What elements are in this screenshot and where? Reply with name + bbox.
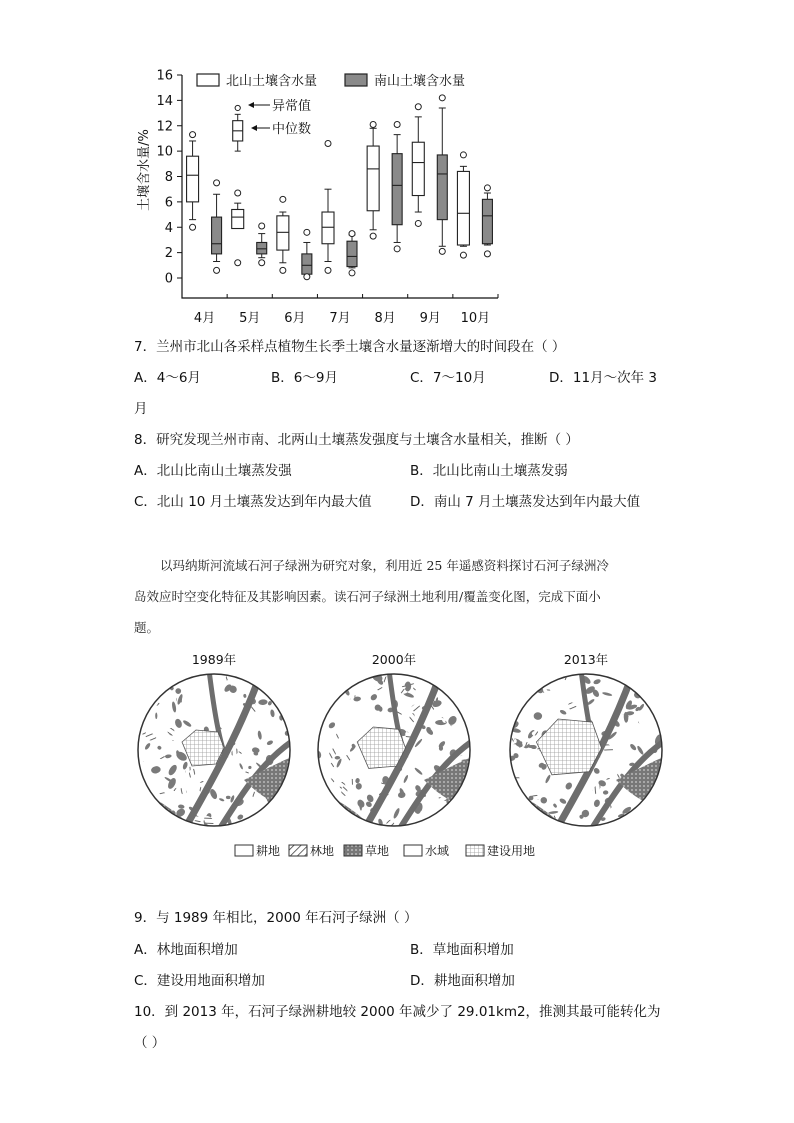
question-7-option-c[interactable]: C．7～10月	[410, 370, 486, 386]
legend-water-swatch	[404, 845, 422, 856]
chart-axes	[177, 75, 498, 298]
outlier-point	[325, 141, 331, 147]
box-south	[212, 217, 222, 254]
axis-lines	[182, 75, 498, 298]
y-axis-label: 土壤含水量/%	[137, 129, 152, 211]
map-legend	[235, 843, 535, 858]
outlier-point	[259, 223, 265, 229]
outlier-point	[370, 121, 376, 127]
outlier-point	[259, 260, 265, 266]
question-7-option-b[interactable]: B．6～9月	[271, 370, 338, 386]
question-8-option-b[interactable]: B．北山比南山土壤蒸发弱	[410, 463, 568, 479]
map-2013	[506, 670, 668, 832]
land-patch	[155, 713, 157, 720]
outlier-point	[304, 274, 310, 280]
passage-line-2: 岛效应时空变化特征及其影响因素。读石河子绿洲土地利用/覆盖变化图，完成下面小	[134, 589, 601, 604]
map-year-1989: 1989年	[191, 652, 237, 667]
legend-cropland-swatch	[235, 845, 253, 856]
y-tick-label: 0	[164, 271, 173, 287]
question-7-option-d[interactable]: D．11月～次年 3	[549, 370, 657, 386]
legend-grassland: 草地	[365, 844, 390, 858]
outlier-point	[214, 267, 220, 273]
legend-water: 水域	[425, 844, 450, 858]
soil-moisture-boxplot	[120, 60, 520, 335]
box-south	[257, 242, 267, 253]
question-9-option-a[interactable]: A．林地面积增加	[134, 942, 238, 958]
outlier-point	[394, 121, 400, 127]
legend-forest: 林地	[310, 844, 335, 858]
box-north	[232, 209, 244, 228]
passage-line-1: 以玛纳斯河流域石河子绿洲为研究对象，利用近 25 年遥感资料探讨石河子绿洲冷	[160, 558, 609, 573]
question-8-option-d[interactable]: D．南山 7 月土壤蒸发达到年内最大值	[410, 494, 641, 510]
legend-label-north: 北山土壤含水量	[226, 74, 318, 89]
question-8-stem: 8．研究发现兰州市南、北两山土壤蒸发强度与土壤含水量相关，推断（ ）	[134, 432, 579, 448]
outlier-point	[214, 180, 220, 186]
x-tick-label: 8月	[374, 311, 396, 326]
outlier-point	[394, 246, 400, 252]
legend-grassland-swatch	[344, 845, 362, 856]
box-north	[412, 142, 424, 195]
example-outlier	[235, 105, 240, 110]
y-tick-label: 8	[164, 170, 173, 185]
box-north	[187, 156, 199, 202]
land-use-maps	[130, 648, 670, 868]
outlier-point	[415, 104, 421, 110]
outlier-point	[439, 95, 445, 101]
y-tick-label: 10	[156, 144, 173, 160]
x-tick-label: 7月	[329, 311, 351, 326]
legend-cropland: 耕地	[256, 844, 281, 858]
y-tick-label: 2	[164, 246, 173, 262]
box-south	[482, 199, 492, 243]
outlier-point	[484, 185, 490, 191]
outlier-point	[190, 224, 196, 230]
outlier-point	[370, 233, 376, 239]
chart-annotations	[248, 98, 311, 137]
question-9-option-d[interactable]: D．耕地面积增加	[410, 973, 515, 989]
map-year-2000: 2000年	[371, 652, 417, 667]
legend-construction: 建设用地	[487, 844, 536, 858]
median-arrowhead	[251, 125, 257, 131]
question-10-stem-cont: （ ）	[134, 1035, 166, 1051]
outlier-point	[190, 132, 196, 138]
chart-boxes	[187, 95, 493, 280]
outlier-point	[460, 252, 466, 258]
box-north	[322, 212, 334, 244]
y-tick-label: 6	[164, 195, 173, 211]
question-9-option-c[interactable]: C．建设用地面积增加	[134, 973, 265, 989]
question-9-stem: 9．与 1989 年相比，2000 年石河子绿洲（ ）	[134, 910, 418, 926]
outlier-point	[349, 231, 355, 237]
outlier-point	[280, 196, 286, 202]
x-tick-label: 4月	[193, 311, 216, 326]
outlier-point	[325, 267, 331, 273]
passage-line-3: 题。	[134, 620, 160, 635]
x-tick-label: 10月	[460, 311, 491, 326]
y-tick-label: 12	[156, 119, 173, 135]
question-10-stem: 10．到 2013 年，石河子绿洲耕地较 2000 年减少了 29.01km2，推测其最可能转化为	[134, 1004, 661, 1020]
map-1989	[134, 670, 296, 832]
chart-legend	[197, 73, 465, 89]
box-north	[277, 216, 289, 250]
outlier-point	[415, 220, 421, 226]
outlier-point	[349, 270, 355, 276]
legend-forest-swatch	[289, 845, 307, 856]
legend-swatch-south	[345, 74, 367, 86]
y-tick-label: 14	[156, 93, 173, 109]
map-2000	[314, 670, 476, 832]
y-tick-label: 16	[156, 68, 173, 84]
outlier-point	[235, 190, 241, 196]
question-7-stem: 7．兰州市北山各采样点植物生长季土壤含水量逐渐增大的时间段在（ ）	[134, 339, 566, 355]
question-8-option-a[interactable]: A．北山比南山土壤蒸发强	[134, 463, 292, 479]
box-south	[302, 254, 312, 274]
median-annotation: 中位数	[272, 122, 312, 137]
x-tick-label: 9月	[419, 311, 441, 326]
question-7-option-a[interactable]: A．4～6月	[134, 370, 201, 386]
outlier-point	[304, 229, 310, 235]
y-tick-label: 4	[164, 220, 173, 236]
question-8-option-c[interactable]: C．北山 10 月土壤蒸发达到年内最大值	[134, 494, 372, 510]
outlier-arrowhead	[248, 102, 254, 108]
box-north	[367, 146, 379, 211]
question-7-option-d-cont: 月	[134, 401, 148, 417]
outlier-point	[439, 248, 445, 254]
legend-construction-swatch	[466, 845, 484, 856]
outlier-point	[460, 152, 466, 158]
legend-swatch-north	[197, 74, 219, 86]
legend-label-south: 南山土壤含水量	[374, 74, 466, 89]
box-south	[347, 241, 357, 266]
map-year-2013: 2013年	[563, 652, 609, 667]
outlier-point	[235, 260, 241, 266]
x-tick-label: 6月	[284, 311, 306, 326]
outlier-annotation: 异常值	[272, 99, 312, 114]
box-south	[437, 155, 447, 220]
question-9-option-b[interactable]: B．草地面积增加	[410, 942, 514, 958]
x-tick-label: 5月	[239, 311, 261, 326]
outlier-point	[484, 251, 490, 257]
outlier-point	[280, 267, 286, 273]
box-south	[392, 154, 402, 225]
box-north	[457, 171, 469, 245]
